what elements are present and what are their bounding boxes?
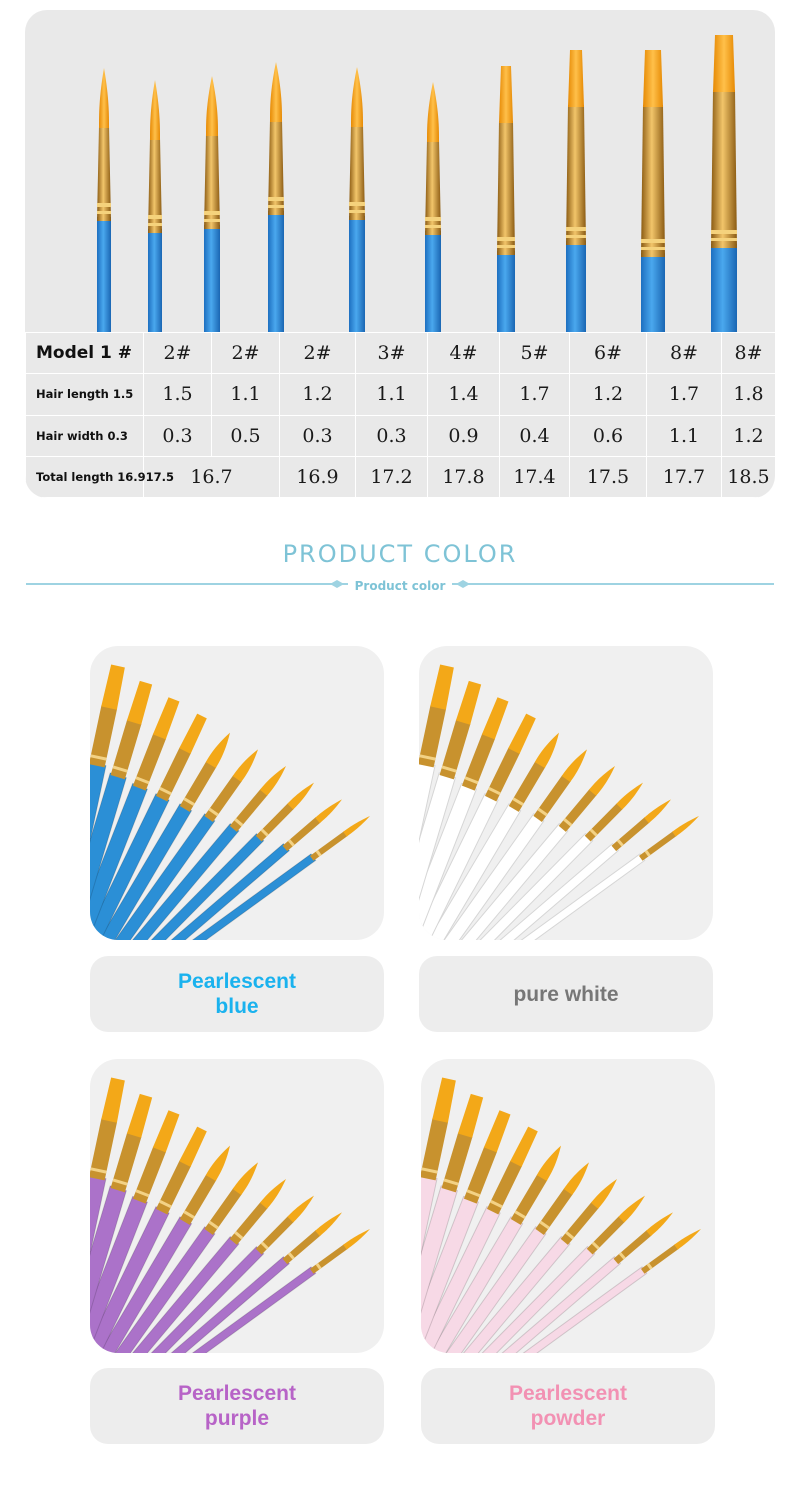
spec-row-label: Hair width 0.3 [26, 415, 144, 456]
spec-cell: 1.2 [280, 374, 356, 415]
spec-cell: 16.7 [144, 456, 280, 497]
spec-cell: 16.9 [280, 456, 356, 497]
spec-cell: 0.3 [356, 415, 428, 456]
spec-row [26, 415, 776, 456]
color-label-purple: Pearlescent purple [178, 1382, 296, 1430]
white-brush-set-image [419, 646, 713, 940]
color-option-pink[interactable] [421, 1368, 715, 1444]
spec-cell: 18.5 [722, 456, 776, 497]
spec-cell: 2# [144, 333, 212, 374]
brush-lineup-image [25, 10, 775, 332]
divider-diamond-right [456, 580, 470, 588]
section-title: PRODUCT COLOR [282, 540, 518, 568]
spec-row-label: Model 1 # [26, 333, 144, 374]
spec-cell: 6# [570, 333, 647, 374]
spec-cell: 1.2 [570, 374, 647, 415]
spec-cell: 1.8 [722, 374, 776, 415]
spec-cell: 17.5 [570, 456, 647, 497]
spec-cell: 1.4 [428, 374, 500, 415]
spec-cell: 17.7 [647, 456, 722, 497]
spec-panel [25, 10, 775, 498]
divider-diamond-left [330, 580, 344, 588]
spec-cell: 1.5 [144, 374, 212, 415]
spec-cell: 0.3 [280, 415, 356, 456]
pink-brush-set-image [421, 1059, 715, 1353]
spec-cell: 3# [356, 333, 428, 374]
color-option-white[interactable] [419, 956, 713, 1032]
spec-row-label: Hair length 1.5 [26, 374, 144, 415]
spec-cell: 0.4 [500, 415, 570, 456]
spec-cell: 1.2 [722, 415, 776, 456]
spec-cell: 1.7 [500, 374, 570, 415]
color-option-blue[interactable] [90, 956, 384, 1032]
size-spec-table [25, 332, 775, 498]
spec-cell: 1.1 [647, 415, 722, 456]
color-label-pink: Pearlescent powder [509, 1382, 627, 1430]
spec-row [26, 456, 776, 497]
spec-row [26, 333, 776, 374]
spec-cell: 0.9 [428, 415, 500, 456]
spec-row-label: Total length 16.917.5 [26, 456, 144, 497]
spec-cell: 8# [722, 333, 776, 374]
spec-cell: 2# [280, 333, 356, 374]
color-label-blue: Pearlescent blue [178, 970, 296, 1018]
spec-cell: 1.1 [212, 374, 280, 415]
spec-cell: 4# [428, 333, 500, 374]
spec-cell: 1.7 [647, 374, 722, 415]
spec-cell: 0.5 [212, 415, 280, 456]
spec-cell: 0.3 [144, 415, 212, 456]
spec-cell: 1.1 [356, 374, 428, 415]
color-label-white: pure white [513, 982, 619, 1006]
color-option-purple[interactable] [90, 1368, 384, 1444]
spec-cell: 2# [212, 333, 280, 374]
spec-cell: 5# [500, 333, 570, 374]
blue-brush-set-image [90, 646, 384, 940]
spec-row [26, 374, 776, 415]
spec-cell: 17.8 [428, 456, 500, 497]
spec-cell: 17.4 [500, 456, 570, 497]
purple-brush-set-image [90, 1059, 384, 1353]
spec-cell: 0.6 [570, 415, 647, 456]
section-subtitle: Product color [348, 576, 452, 596]
spec-cell: 17.2 [356, 456, 428, 497]
spec-cell: 8# [647, 333, 722, 374]
